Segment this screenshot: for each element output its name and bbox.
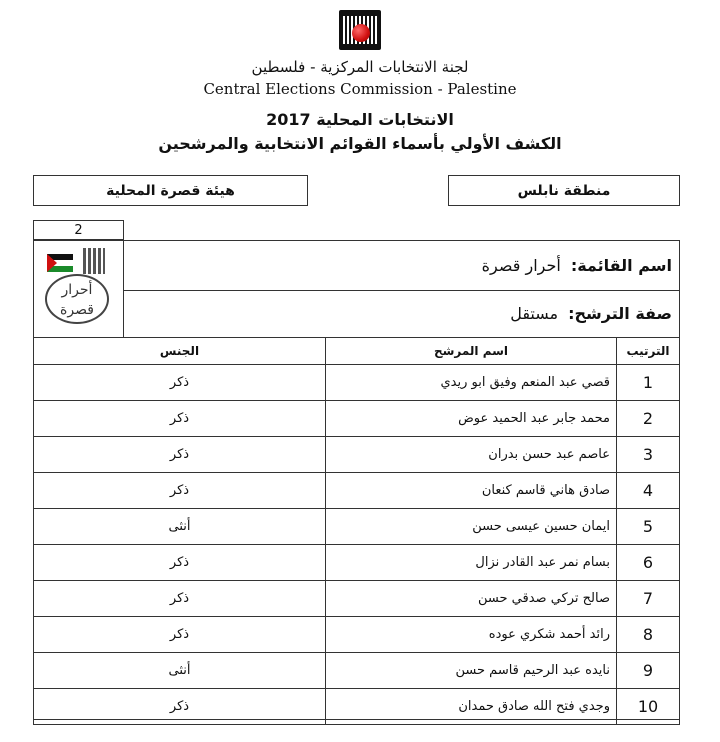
candidate-gender: أنثى <box>34 509 326 545</box>
row-index: 8 <box>617 617 680 653</box>
candidate-name: عاصم عبد حسن بدران <box>326 437 617 473</box>
candidate-gender: ذكر <box>34 689 326 725</box>
candidate-name: قصي عبد المنعم وفيق ابو ريدي <box>326 365 617 401</box>
list-name-row <box>124 240 676 290</box>
table-row <box>34 365 680 401</box>
candidate-gender: ذكر <box>34 581 326 617</box>
list-number-box <box>33 220 124 240</box>
cec-logo <box>339 10 381 50</box>
list-logo <box>33 240 124 337</box>
candidate-name: صادق هاني قاسم كنعان <box>326 473 617 509</box>
candidate-gender: ذكر <box>34 365 326 401</box>
table-header-row <box>34 338 680 365</box>
candidate-name: محمد جابر عبد الحميد عوض <box>326 401 617 437</box>
table-row <box>34 545 680 581</box>
candidate-gender: ذكر <box>34 617 326 653</box>
candidate-name: صالح تركي صدقي حسن <box>326 581 617 617</box>
tower-icon <box>83 248 105 274</box>
candidacy-type-label: صفة الترشح: <box>568 304 672 323</box>
list-name-label: اسم القائمة: <box>570 255 672 275</box>
candidate-gender: ذكر <box>34 545 326 581</box>
candidate-gender: أنثى <box>34 653 326 689</box>
candidacy-type-value: مستقل <box>510 304 559 323</box>
palestine-flag-icon <box>47 254 73 272</box>
candidate-gender: ذكر <box>34 401 326 437</box>
row-index: 2 <box>617 401 680 437</box>
row-index: 5 <box>617 509 680 545</box>
table-row <box>34 653 680 689</box>
list-logo-text: أحرار قصرة <box>45 274 109 324</box>
table-row <box>34 617 680 653</box>
org-name-english: Central Elections Commission - Palestine <box>203 80 517 98</box>
row-index: 4 <box>617 473 680 509</box>
row-index: 6 <box>617 545 680 581</box>
row-index: 1 <box>617 365 680 401</box>
candidate-name: بسام نمر عبد القادر نزال <box>326 545 617 581</box>
table-row <box>34 689 680 725</box>
council-box <box>33 175 308 206</box>
candidacy-type-row <box>124 290 676 337</box>
region-label: منطقة نابلس <box>517 182 611 199</box>
document-title: الانتخابات المحلية 2017 <box>266 110 454 129</box>
row-index: 9 <box>617 653 680 689</box>
candidate-gender: ذكر <box>34 437 326 473</box>
row-index: 3 <box>617 437 680 473</box>
table-row <box>34 437 680 473</box>
row-index: 10 <box>617 689 680 725</box>
candidate-name: وجدي فتح الله صادق حمدان <box>326 689 617 725</box>
table-row <box>34 401 680 437</box>
list-name-value: أحرار قصرة <box>481 255 561 275</box>
org-name-arabic: لجنة الانتخابات المركزية - فلسطين <box>251 58 469 76</box>
table-row <box>34 473 680 509</box>
header-name: اسم المرشح <box>326 338 617 365</box>
header-index: الترتيب <box>617 338 680 365</box>
table-row <box>34 509 680 545</box>
table-row <box>34 581 680 617</box>
candidate-name: نايده عبد الرحيم قاسم حسن <box>326 653 617 689</box>
region-box <box>448 175 680 206</box>
candidate-name: رائد أحمد شكري عوده <box>326 617 617 653</box>
logo-red-ball <box>352 24 370 42</box>
candidate-name: ايمان حسين عيسى حسن <box>326 509 617 545</box>
council-label: هيئة قصرة المحلية <box>106 182 235 199</box>
row-index: 7 <box>617 581 680 617</box>
candidates-table <box>33 337 680 725</box>
candidate-gender: ذكر <box>34 473 326 509</box>
document-subtitle: الكشف الأولي بأسماء القوائم الانتخابية والمرشحين <box>158 134 562 153</box>
list-number: 2 <box>74 222 83 238</box>
header-gender: الجنس <box>34 338 326 365</box>
